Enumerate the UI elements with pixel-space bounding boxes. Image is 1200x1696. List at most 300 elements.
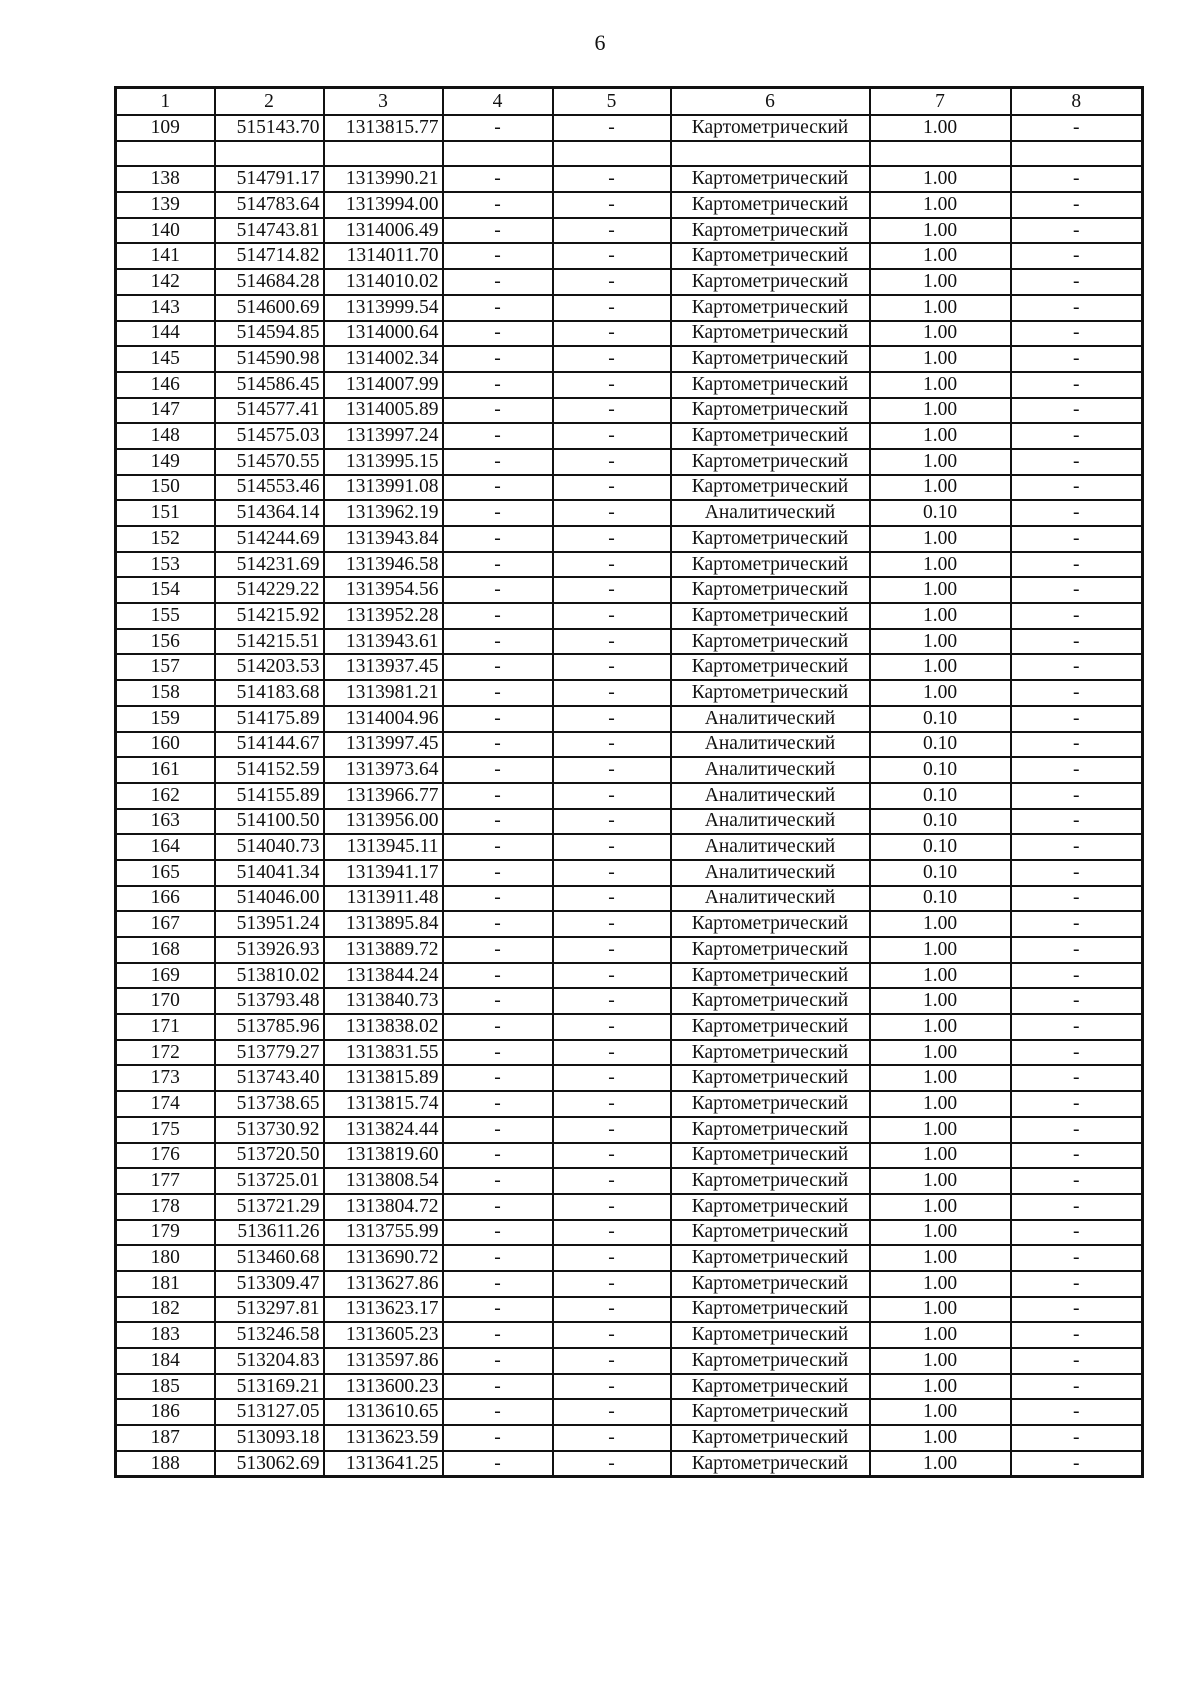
method-cell: Картометрический [671, 654, 870, 680]
y-coordinate-cell: 1313815.77 [324, 115, 443, 141]
col8-cell: - [1011, 1374, 1143, 1400]
point-number-cell: 109 [116, 115, 215, 141]
method-cell: Картометрический [671, 1425, 870, 1451]
col5-cell: - [553, 192, 671, 218]
col5-cell: - [553, 115, 671, 141]
col5-cell: - [553, 911, 671, 937]
method-cell: Картометрический [671, 295, 870, 321]
accuracy-cell: 1.00 [870, 680, 1011, 706]
table-row [116, 295, 1143, 321]
method-cell: Картометрический [671, 937, 870, 963]
col8-cell: - [1011, 834, 1143, 860]
col5-cell: - [553, 1194, 671, 1220]
col8-cell: - [1011, 1245, 1143, 1271]
y-coordinate-cell: 1313999.54 [324, 295, 443, 321]
point-number-cell: 177 [116, 1168, 215, 1194]
method-cell: Аналитический [671, 732, 870, 758]
col4-cell: - [443, 834, 553, 860]
point-number-cell: 181 [116, 1271, 215, 1297]
y-coordinate-cell: 1313995.15 [324, 449, 443, 475]
col5-cell: - [553, 937, 671, 963]
y-coordinate-cell: 1313911.48 [324, 886, 443, 912]
accuracy-cell: 1.00 [870, 346, 1011, 372]
col4-cell: - [443, 937, 553, 963]
table-row [116, 449, 1143, 475]
col4-cell: - [443, 783, 553, 809]
x-coordinate-cell: 514743.81 [215, 218, 324, 244]
table-row [116, 115, 1143, 141]
table-row [116, 1425, 1143, 1451]
column-header: 3 [324, 88, 443, 116]
x-coordinate-cell: 514600.69 [215, 295, 324, 321]
col8-cell: - [1011, 1091, 1143, 1117]
col8-cell: - [1011, 346, 1143, 372]
col8-cell: - [1011, 552, 1143, 578]
col8-cell: - [1011, 321, 1143, 347]
point-number-cell: 162 [116, 783, 215, 809]
x-coordinate-cell: 514041.34 [215, 860, 324, 886]
col5-cell: - [553, 860, 671, 886]
col4-cell: - [443, 1014, 553, 1040]
method-cell: Картометрический [671, 1168, 870, 1194]
x-coordinate-cell: 514215.92 [215, 603, 324, 629]
x-coordinate-cell: 514684.28 [215, 269, 324, 295]
col5-cell: - [553, 1322, 671, 1348]
accuracy-cell: 1.00 [870, 1245, 1011, 1271]
y-coordinate-cell: 1314005.89 [324, 398, 443, 424]
method-cell: Картометрический [671, 577, 870, 603]
table-row [116, 1194, 1143, 1220]
col8-cell: - [1011, 1425, 1143, 1451]
table-row [116, 834, 1143, 860]
method-cell: Картометрический [671, 1245, 870, 1271]
x-coordinate-cell: 514791.17 [215, 166, 324, 192]
table-row [116, 937, 1143, 963]
point-number-cell: 154 [116, 577, 215, 603]
y-coordinate-cell: 1313610.65 [324, 1399, 443, 1425]
col5-cell: - [553, 577, 671, 603]
col5-cell: - [553, 886, 671, 912]
point-number-cell: 143 [116, 295, 215, 321]
col5-cell: - [553, 963, 671, 989]
col5-cell: - [553, 809, 671, 835]
col4-cell: - [443, 809, 553, 835]
col5-cell: - [553, 732, 671, 758]
col8-cell: - [1011, 1194, 1143, 1220]
col5-cell: - [553, 654, 671, 680]
method-cell: Картометрический [671, 475, 870, 501]
x-coordinate-cell: 513460.68 [215, 1245, 324, 1271]
table-row [116, 475, 1143, 501]
accuracy-cell: 1.00 [870, 1451, 1011, 1477]
col8-cell: - [1011, 757, 1143, 783]
accuracy-cell: 1.00 [870, 937, 1011, 963]
table-row [116, 1451, 1143, 1477]
col5-cell: - [553, 603, 671, 629]
col4-cell: - [443, 115, 553, 141]
col4-cell: - [443, 321, 553, 347]
col4-cell: - [443, 706, 553, 732]
col5-cell: - [553, 1374, 671, 1400]
method-cell: Картометрический [671, 1014, 870, 1040]
col5-cell: - [553, 988, 671, 1014]
method-cell: Картометрический [671, 115, 870, 141]
x-coordinate-cell: 513127.05 [215, 1399, 324, 1425]
method-cell: Картометрический [671, 398, 870, 424]
method-cell: Картометрический [671, 526, 870, 552]
method-cell: Картометрический [671, 166, 870, 192]
point-number-cell: 178 [116, 1194, 215, 1220]
col5-cell: - [553, 1014, 671, 1040]
col4-cell: - [443, 269, 553, 295]
method-cell: Картометрический [671, 1117, 870, 1143]
y-coordinate-cell: 1314004.96 [324, 706, 443, 732]
y-coordinate-cell: 1313991.08 [324, 475, 443, 501]
y-coordinate-cell: 1313597.86 [324, 1348, 443, 1374]
x-coordinate-cell: 514229.22 [215, 577, 324, 603]
method-cell: Картометрический [671, 1040, 870, 1066]
col4-cell: - [443, 988, 553, 1014]
y-coordinate-cell: 1313623.17 [324, 1297, 443, 1323]
x-coordinate-cell: 513611.26 [215, 1220, 324, 1246]
accuracy-cell: 1.00 [870, 1322, 1011, 1348]
col4-cell: - [443, 886, 553, 912]
point-number-cell: 142 [116, 269, 215, 295]
x-coordinate-cell: 514183.68 [215, 680, 324, 706]
col8-cell: - [1011, 1348, 1143, 1374]
col8-cell: - [1011, 783, 1143, 809]
col4-cell: - [443, 1220, 553, 1246]
method-cell: Картометрический [671, 192, 870, 218]
col4-cell [443, 141, 553, 167]
col5-cell: - [553, 346, 671, 372]
col5-cell: - [553, 398, 671, 424]
point-number-cell: 175 [116, 1117, 215, 1143]
accuracy-cell: 1.00 [870, 243, 1011, 269]
col8-cell [1011, 141, 1143, 167]
x-coordinate-cell: 514100.50 [215, 809, 324, 835]
method-cell: Картометрический [671, 1374, 870, 1400]
col8-cell: - [1011, 1014, 1143, 1040]
point-number-cell: 156 [116, 629, 215, 655]
point-number-cell: 150 [116, 475, 215, 501]
point-number-cell: 166 [116, 886, 215, 912]
column-header: 6 [671, 88, 870, 116]
point-number-cell: 165 [116, 860, 215, 886]
table-row [116, 706, 1143, 732]
accuracy-cell: 0.10 [870, 500, 1011, 526]
accuracy-cell: 1.00 [870, 577, 1011, 603]
x-coordinate-cell: 514203.53 [215, 654, 324, 680]
method-cell: Аналитический [671, 886, 870, 912]
col5-cell: - [553, 552, 671, 578]
col5-cell: - [553, 166, 671, 192]
col5-cell [553, 141, 671, 167]
accuracy-cell: 1.00 [870, 321, 1011, 347]
y-coordinate-cell: 1313831.55 [324, 1040, 443, 1066]
col8-cell: - [1011, 654, 1143, 680]
accuracy-cell: 1.00 [870, 166, 1011, 192]
accuracy-cell: 1.00 [870, 115, 1011, 141]
point-number-cell: 186 [116, 1399, 215, 1425]
col8-cell: - [1011, 860, 1143, 886]
y-coordinate-cell: 1313962.19 [324, 500, 443, 526]
y-coordinate-cell: 1314011.70 [324, 243, 443, 269]
col8-cell: - [1011, 680, 1143, 706]
col5-cell: - [553, 783, 671, 809]
col5-cell: - [553, 757, 671, 783]
table-row [116, 1271, 1143, 1297]
method-cell: Картометрический [671, 1065, 870, 1091]
table-row [116, 500, 1143, 526]
point-number-cell: 145 [116, 346, 215, 372]
accuracy-cell: 1.00 [870, 1348, 1011, 1374]
y-coordinate-cell: 1313840.73 [324, 988, 443, 1014]
col4-cell: - [443, 295, 553, 321]
x-coordinate-cell: 514231.69 [215, 552, 324, 578]
col4-cell: - [443, 757, 553, 783]
accuracy-cell: 1.00 [870, 603, 1011, 629]
x-coordinate-cell: 513793.48 [215, 988, 324, 1014]
point-number-cell: 147 [116, 398, 215, 424]
accuracy-cell: 1.00 [870, 963, 1011, 989]
x-coordinate-cell: 514575.03 [215, 423, 324, 449]
accuracy-cell: 1.00 [870, 1014, 1011, 1040]
y-coordinate-cell: 1313815.89 [324, 1065, 443, 1091]
accuracy-cell [870, 141, 1011, 167]
x-coordinate-cell [215, 141, 324, 167]
x-coordinate-cell: 514577.41 [215, 398, 324, 424]
col8-cell: - [1011, 809, 1143, 835]
accuracy-cell: 1.00 [870, 1297, 1011, 1323]
col4-cell: - [443, 1425, 553, 1451]
method-cell: Картометрический [671, 218, 870, 244]
point-number-cell: 148 [116, 423, 215, 449]
x-coordinate-cell: 513062.69 [215, 1451, 324, 1477]
col5-cell: - [553, 449, 671, 475]
x-coordinate-cell: 514046.00 [215, 886, 324, 912]
col8-cell: - [1011, 1143, 1143, 1169]
y-coordinate-cell: 1313973.64 [324, 757, 443, 783]
col4-cell: - [443, 526, 553, 552]
column-header: 7 [870, 88, 1011, 116]
accuracy-cell: 1.00 [870, 1117, 1011, 1143]
col8-cell: - [1011, 886, 1143, 912]
page-number: 6 [594, 30, 606, 55]
accuracy-cell: 0.10 [870, 809, 1011, 835]
table-row [116, 886, 1143, 912]
y-coordinate-cell: 1314000.64 [324, 321, 443, 347]
y-coordinate-cell: 1313690.72 [324, 1245, 443, 1271]
y-coordinate-cell: 1313623.59 [324, 1425, 443, 1451]
y-coordinate-cell: 1313889.72 [324, 937, 443, 963]
table-row [116, 1245, 1143, 1271]
method-cell: Аналитический [671, 860, 870, 886]
x-coordinate-cell: 513951.24 [215, 911, 324, 937]
col5-cell: - [553, 269, 671, 295]
point-number-cell: 187 [116, 1425, 215, 1451]
col8-cell: - [1011, 1399, 1143, 1425]
x-coordinate-cell: 513725.01 [215, 1168, 324, 1194]
x-coordinate-cell: 514594.85 [215, 321, 324, 347]
col5-cell: - [553, 1117, 671, 1143]
x-coordinate-cell: 514040.73 [215, 834, 324, 860]
table-row [116, 1374, 1143, 1400]
point-number-cell: 174 [116, 1091, 215, 1117]
col5-cell: - [553, 1245, 671, 1271]
col8-cell: - [1011, 732, 1143, 758]
column-header: 1 [116, 88, 215, 116]
col4-cell: - [443, 1348, 553, 1374]
table-row [116, 1348, 1143, 1374]
method-cell: Картометрический [671, 988, 870, 1014]
table-row [116, 398, 1143, 424]
method-cell: Картометрический [671, 1322, 870, 1348]
col8-cell: - [1011, 1451, 1143, 1477]
accuracy-cell: 1.00 [870, 423, 1011, 449]
x-coordinate-cell: 514553.46 [215, 475, 324, 501]
col4-cell: - [443, 1040, 553, 1066]
y-coordinate-cell: 1313600.23 [324, 1374, 443, 1400]
x-coordinate-cell: 514783.64 [215, 192, 324, 218]
point-number-cell: 158 [116, 680, 215, 706]
table-row [116, 783, 1143, 809]
col8-cell: - [1011, 963, 1143, 989]
col8-cell: - [1011, 1322, 1143, 1348]
col5-cell: - [553, 500, 671, 526]
col8-cell: - [1011, 911, 1143, 937]
y-coordinate-cell: 1313943.84 [324, 526, 443, 552]
y-coordinate-cell: 1313941.17 [324, 860, 443, 886]
point-number-cell: 161 [116, 757, 215, 783]
col4-cell: - [443, 243, 553, 269]
point-number-cell: 160 [116, 732, 215, 758]
col8-cell: - [1011, 1220, 1143, 1246]
table-row [116, 629, 1143, 655]
accuracy-cell: 1.00 [870, 475, 1011, 501]
accuracy-cell: 1.00 [870, 449, 1011, 475]
method-cell: Картометрический [671, 1451, 870, 1477]
method-cell: Картометрический [671, 1348, 870, 1374]
col8-cell: - [1011, 398, 1143, 424]
accuracy-cell: 1.00 [870, 295, 1011, 321]
table-row [116, 860, 1143, 886]
col4-cell: - [443, 166, 553, 192]
point-number-cell: 164 [116, 834, 215, 860]
y-coordinate-cell: 1313994.00 [324, 192, 443, 218]
col5-cell: - [553, 1348, 671, 1374]
y-coordinate-cell: 1313954.56 [324, 577, 443, 603]
y-coordinate-cell: 1313824.44 [324, 1117, 443, 1143]
accuracy-cell: 0.10 [870, 886, 1011, 912]
point-number-cell: 167 [116, 911, 215, 937]
point-number-cell: 157 [116, 654, 215, 680]
col4-cell: - [443, 423, 553, 449]
col5-cell: - [553, 1040, 671, 1066]
y-coordinate-cell: 1313946.58 [324, 552, 443, 578]
method-cell: Картометрический [671, 346, 870, 372]
accuracy-cell: 0.10 [870, 732, 1011, 758]
table-row [116, 1065, 1143, 1091]
y-coordinate-cell: 1313627.86 [324, 1271, 443, 1297]
table-row [116, 1220, 1143, 1246]
table-row [116, 1399, 1143, 1425]
col8-cell: - [1011, 988, 1143, 1014]
method-cell: Картометрический [671, 552, 870, 578]
table-row [116, 1040, 1143, 1066]
col5-cell: - [553, 321, 671, 347]
table-row [116, 526, 1143, 552]
col4-cell: - [443, 860, 553, 886]
x-coordinate-cell: 513779.27 [215, 1040, 324, 1066]
point-number-cell: 139 [116, 192, 215, 218]
col4-cell: - [443, 1297, 553, 1323]
accuracy-cell: 1.00 [870, 1168, 1011, 1194]
point-number-cell: 173 [116, 1065, 215, 1091]
method-cell: Картометрический [671, 963, 870, 989]
point-number-cell: 141 [116, 243, 215, 269]
y-coordinate-cell: 1314010.02 [324, 269, 443, 295]
col8-cell: - [1011, 115, 1143, 141]
col5-cell: - [553, 1091, 671, 1117]
method-cell: Картометрический [671, 372, 870, 398]
point-number-cell: 171 [116, 1014, 215, 1040]
col5-cell: - [553, 1220, 671, 1246]
col4-cell: - [443, 500, 553, 526]
col8-cell: - [1011, 372, 1143, 398]
col4-cell: - [443, 346, 553, 372]
method-cell: Аналитический [671, 500, 870, 526]
col4-cell: - [443, 218, 553, 244]
table-row [116, 141, 1143, 167]
y-coordinate-cell: 1313808.54 [324, 1168, 443, 1194]
col4-cell: - [443, 1271, 553, 1297]
y-coordinate-cell: 1313605.23 [324, 1322, 443, 1348]
x-coordinate-cell: 513204.83 [215, 1348, 324, 1374]
table-row [116, 321, 1143, 347]
col4-cell: - [443, 1168, 553, 1194]
method-cell: Картометрический [671, 911, 870, 937]
point-number-cell: 149 [116, 449, 215, 475]
accuracy-cell: 1.00 [870, 1374, 1011, 1400]
accuracy-cell: 1.00 [870, 1143, 1011, 1169]
x-coordinate-cell: 514570.55 [215, 449, 324, 475]
col4-cell: - [443, 577, 553, 603]
point-number-cell: 172 [116, 1040, 215, 1066]
point-number-cell: 185 [116, 1374, 215, 1400]
x-coordinate-cell: 513297.81 [215, 1297, 324, 1323]
accuracy-cell: 1.00 [870, 552, 1011, 578]
accuracy-cell: 1.00 [870, 1065, 1011, 1091]
accuracy-cell: 0.10 [870, 783, 1011, 809]
col5-cell: - [553, 526, 671, 552]
table-row [116, 911, 1143, 937]
x-coordinate-cell: 513721.29 [215, 1194, 324, 1220]
y-coordinate-cell: 1313755.99 [324, 1220, 443, 1246]
y-coordinate-cell: 1313815.74 [324, 1091, 443, 1117]
y-coordinate-cell: 1313895.84 [324, 911, 443, 937]
col4-cell: - [443, 398, 553, 424]
col8-cell: - [1011, 475, 1143, 501]
point-number-cell: 163 [116, 809, 215, 835]
accuracy-cell: 1.00 [870, 192, 1011, 218]
accuracy-cell: 0.10 [870, 706, 1011, 732]
table-row [116, 603, 1143, 629]
y-coordinate-cell: 1314007.99 [324, 372, 443, 398]
y-coordinate-cell: 1313943.61 [324, 629, 443, 655]
col8-cell: - [1011, 629, 1143, 655]
accuracy-cell: 1.00 [870, 1040, 1011, 1066]
